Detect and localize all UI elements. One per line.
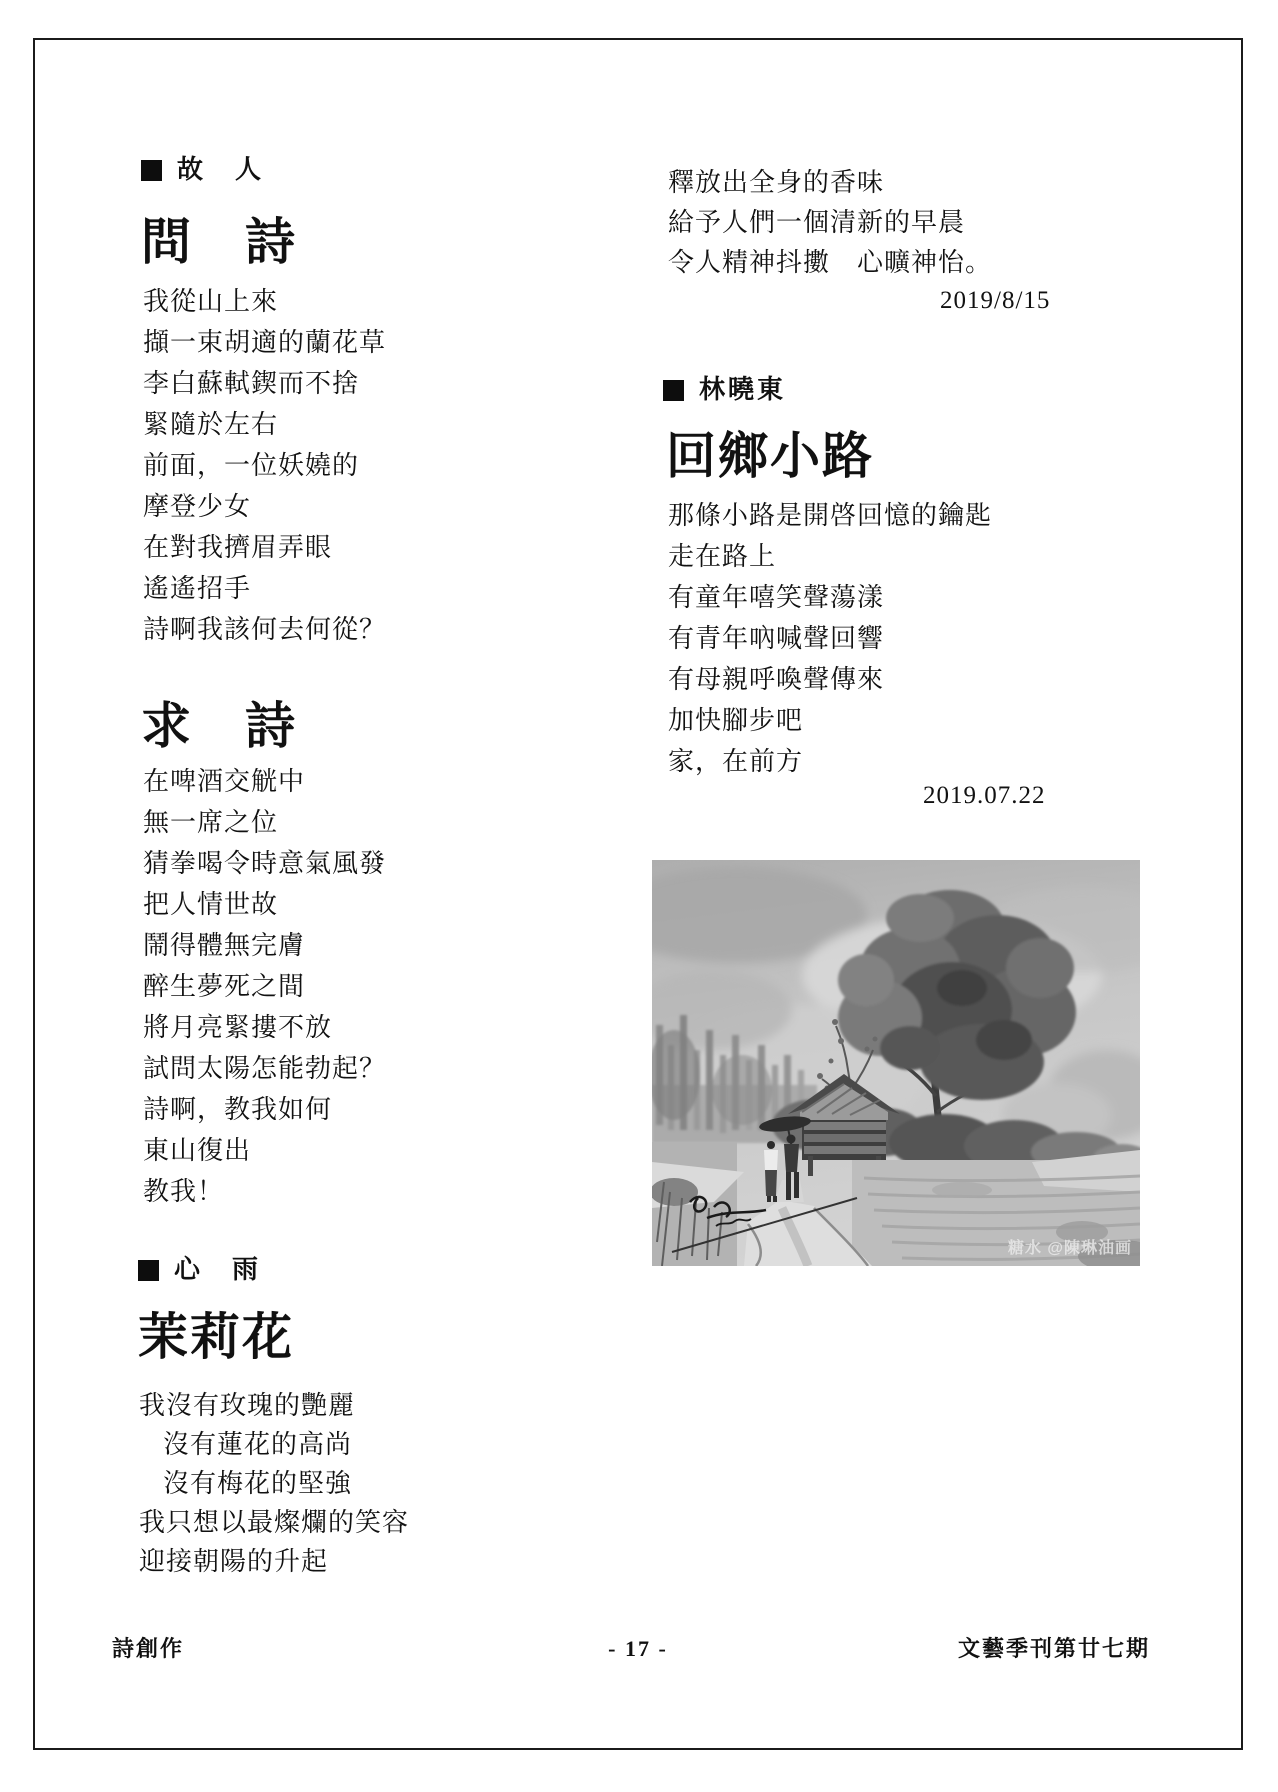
author-name: 林曉東	[699, 375, 787, 404]
painting-image	[652, 860, 1140, 1266]
poem-line: 在對我擠眉弄眼	[143, 533, 333, 562]
marsh	[652, 1142, 744, 1266]
poem-line: 將月亮緊摟不放	[143, 1013, 333, 1042]
poem-line: 教我！	[143, 1177, 225, 1206]
poem-line: 有母親呼喚聲傳來	[668, 665, 885, 694]
footer-issue-name: 文藝季刊第廿七期	[957, 1636, 1150, 1661]
poem-line: 遙遙招手	[143, 574, 252, 603]
poem-line: 東山復出	[143, 1136, 252, 1165]
poem-line: 有青年吶喊聲回響	[668, 624, 885, 653]
square-bullet-icon	[663, 380, 684, 401]
poem-line: 有童年嘻笑聲蕩漾	[668, 583, 885, 612]
poem-qiu-shi	[143, 761, 386, 1212]
poem-line: 家，在前方	[668, 747, 804, 776]
painting-canvas	[652, 860, 1140, 1266]
poem-line: 緊隨於左右	[143, 410, 279, 439]
poem-title-qiu-shi: 求 詩	[141, 698, 297, 754]
poem-line: 把人情世故	[143, 890, 279, 919]
author-heading-lin-xiao-dong	[663, 377, 786, 403]
poem-line: 詩啊我該何去何從？	[143, 615, 387, 644]
poem-line: 試問太陽怎能勃起？	[143, 1054, 387, 1083]
poem-title-hui-xiang: 回鄉小路	[666, 428, 874, 484]
poem-title-wen-shi: 問 詩	[141, 214, 297, 270]
poem-wen-shi	[143, 281, 386, 650]
poem-date: 2019/8/15	[940, 287, 1051, 314]
poem-line: 醉生夢死之間	[143, 972, 306, 1001]
poem-line: 詩啊，教我如何	[143, 1095, 333, 1124]
author-name: 心 雨	[174, 1255, 262, 1284]
poem-line: 我沒有玫瑰的艷麗	[139, 1391, 356, 1420]
poem-line: 沒有梅花的堅強	[163, 1469, 353, 1498]
poem-date: 2019.07.22	[923, 782, 1046, 809]
poem-line: 釋放出全身的香味	[668, 168, 885, 197]
poem-line: 摩登少女	[143, 492, 252, 521]
author-name: 故 人	[177, 155, 265, 184]
poem-line: 沒有蓮花的高尚	[163, 1430, 353, 1459]
square-bullet-icon	[138, 1260, 159, 1281]
poem-mo-li-hua	[139, 1386, 409, 1581]
poem-line: 給予人們一個清新的早晨	[668, 208, 966, 237]
square-bullet-icon	[141, 160, 162, 181]
footer-section-name: 詩創作	[112, 1636, 185, 1661]
poem-line: 擷一束胡適的蘭花草	[143, 328, 387, 357]
author-heading-gu-ren	[141, 157, 264, 183]
poem-line: 加快腳步吧	[668, 706, 804, 735]
poem-title-mo-li-hua: 茉莉花	[138, 1309, 294, 1365]
poem-line: 李白蘇軾鍥而不捨	[143, 369, 360, 398]
poem-continuation	[668, 163, 992, 283]
poem-line: 那條小路是開啓回憶的鑰匙	[668, 501, 993, 530]
poem-line: 我從山上來	[143, 287, 279, 316]
poem-hui-xiang	[668, 495, 992, 782]
poem-line: 走在路上	[668, 542, 777, 571]
poem-line: 令人精神抖擻 心曠神怡。	[668, 248, 993, 277]
poem-line: 鬧得體無完膚	[143, 931, 306, 960]
footer-page-number: - 17 -	[608, 1636, 668, 1661]
poem-line: 前面，一位妖嬈的	[143, 451, 360, 480]
poem-line: 猜拳喝令時意氣風發	[143, 849, 387, 878]
poem-line: 我只想以最燦爛的笑容	[139, 1508, 410, 1537]
poem-line: 無一席之位	[143, 808, 279, 837]
author-heading-xin-yu	[138, 1257, 261, 1283]
poem-line: 迎接朝陽的升起	[139, 1547, 329, 1576]
painting-watermark: 糖水 @陳琳油画	[1007, 1240, 1132, 1257]
poem-line: 在啤酒交觥中	[143, 767, 306, 796]
